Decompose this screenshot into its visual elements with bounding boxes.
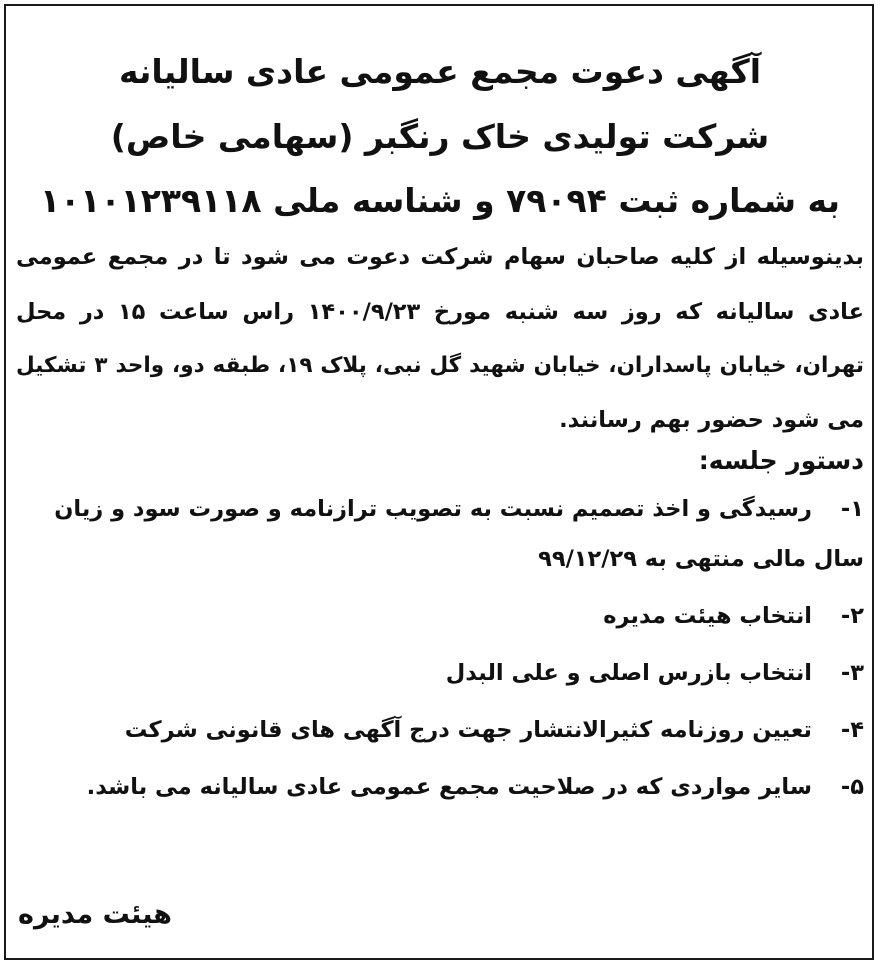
signature: هیئت مدیره [18, 899, 172, 930]
notice-title: آگهی دعوت مجمع عمومی عادی سالیانه [118, 52, 762, 91]
body-line-1: بدینوسیله از کلیه صاحبان سهام شرکت دعوت می شود تا در مجمع عمومی [16, 244, 864, 270]
agenda-item-number: ۵- [840, 774, 864, 800]
company-name: شرکت تولیدی خاک رنگبر (سهامی خاص) [110, 117, 770, 156]
agenda-item-1 [16, 494, 864, 524]
body-line-2: عادی سالیانه که روز سه شنبه مورخ ۱۴۰۰/۹/۲۳ راس ساعت ۱۵ در محل [16, 299, 864, 325]
agenda-item-text: رسیدگی و اخذ تصمیم نسبت به تصویب ترازنامه و صورت سود و زیان [54, 496, 812, 522]
agenda-item-number: ۳- [840, 660, 864, 686]
agenda-item-text: سایر مواردی که در صلاحیت مجمع عمومی عادی سالیانه می باشد. [86, 774, 812, 800]
notice-content [16, 0, 864, 802]
agenda-item-4 [16, 715, 864, 745]
agenda-item-number: ۲- [840, 603, 864, 629]
agenda-heading: دستور جلسه: [698, 446, 864, 475]
agenda-item-number: ۱- [840, 496, 864, 522]
agenda-item-3 [16, 658, 864, 688]
agenda-item-1-continuation: سال مالی منتهی به ۹۹/۱۲/۲۹ [538, 546, 864, 572]
registration-info: به شماره ثبت ۷۹۰۹۴ و شناسه ملی ۱۰۱۰۱۲۳۹۱۱۸ [40, 181, 840, 220]
agenda-item-2 [16, 601, 864, 631]
agenda-item-text: انتخاب بازرس اصلی و علی البدل [445, 660, 812, 686]
agenda-item-number: ۴- [840, 717, 864, 743]
body-line-3: تهران، خیابان پاسداران، خیابان شهید گل نبی، پلاک ۱۹، طبقه دو، واحد ۳ تشکیل [16, 353, 865, 378]
agenda-item-text: تعیین روزنامه کثیرالانتشار جهت درج آگهی های قانونی شرکت [124, 717, 812, 743]
body-line-4: می شود حضور بهم رسانند. [559, 407, 864, 433]
agenda-item-5 [16, 772, 864, 802]
agenda-item-text: انتخاب هیئت مدیره [603, 603, 812, 629]
